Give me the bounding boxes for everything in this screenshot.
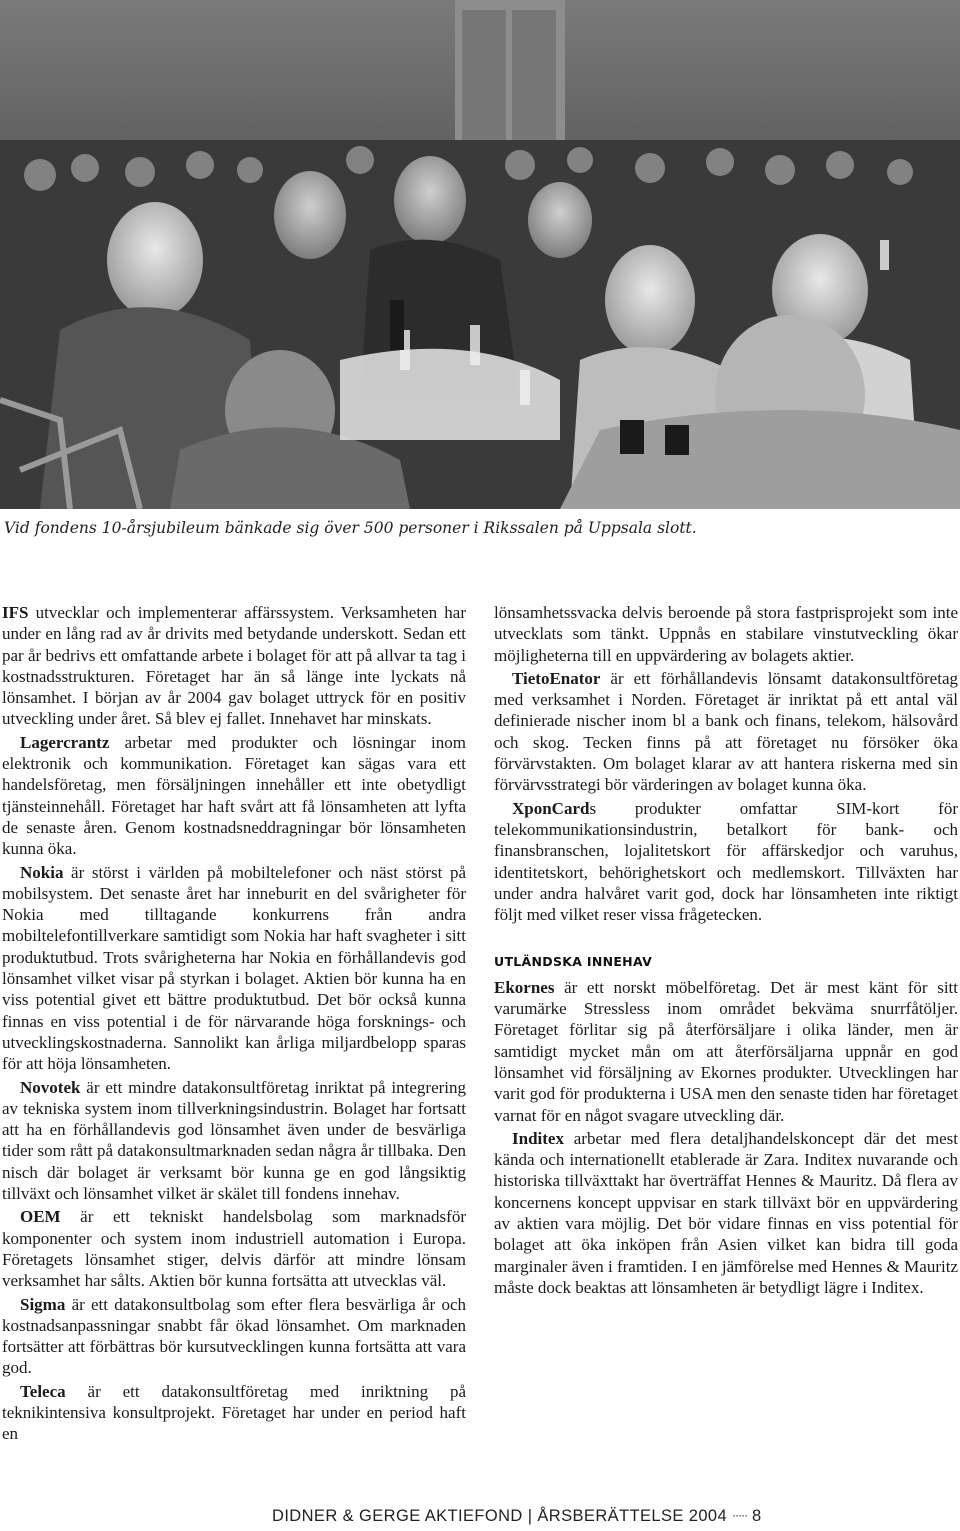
right-column [494, 602, 958, 1300]
footer-dots: ····· [732, 1508, 748, 1522]
paragraph-teleca [2, 1381, 466, 1445]
paragraph-ekornes [494, 977, 958, 1126]
company-name: Nokia [20, 862, 64, 882]
company-name: XponCard [512, 798, 590, 818]
paragraph-text: är ett mindre datakonsultföretag inriktat på integrering av tekniska system inom tillverkningsindustrin. Bolaget har fortsatt att ha en förhållandevis god lönsamhet även under de besvärliga tider som rått på datakonsultmarknaden sedan några år tillbaka. Den nisch där bolaget är verksamt bör kunna ge en god långsiktig tillväxt och lönsamhet vilket är skälet till fondens innehav. [2, 1077, 466, 1204]
paragraph-text: är ett datakonsultbolag som efter flera besvärliga år och kostnadsanpassningar snabbt får ökad lönsamhet. Om marknaden fortsätter att förbättras bör kursutvecklingen kunna fortsätta att vara god. [2, 1294, 466, 1378]
paragraph-oem [2, 1206, 466, 1291]
paragraph-ifs [2, 602, 466, 730]
company-name: Sigma [20, 1294, 66, 1314]
paragraph-text: arbetar med flera detaljhandelskoncept där det mest kända och internationellt etablerade är Zara. Inditex nuvarande och historiska tillväxttakt har överträffat Hennes & Mauritz. Då flera av koncernens koncept uppvisar en stark tillväxt bör en uppvärdering av aktien vara möjlig. Det bör vidare finnas en viss potential för bolaget att öka inköpen från Asien vilket kan bidra till goda marginaler även i framtiden. I en jämförelse med Hennes & Mauritz måste dock beaktas att lönsamheten är betydligt lägre i Inditex. [494, 1128, 958, 1297]
company-name: OEM [20, 1207, 61, 1227]
paragraph-text: är störst i världen på mobiltelefoner och näst störst på mobilsystem. Det senaste året har inneburit en del svårigheter för Nokia med tilltagande konkurrens från andra mobiltelefontillverkare samtidigt som Nokia har haft svagheter i sitt produktutbud. Trots svårigheterna har Nokia en förhållandevis god lönsamhet vilket visar på styrkan i bolaget. Aktien bör kunna ha en viss potential givet ett bättre produktutbud. Det bör också kunna finnas en viss potential i de för närvarande höga forsknings- och utvecklingskostnaderna. Sannolikt kan årliga miljardbelopp sparas för att höja lönsamheten. [2, 862, 466, 1074]
company-name: TietoEnator [512, 668, 601, 688]
section-heading: UTLÄNDSKA INNEHAV [494, 954, 653, 970]
company-name: Lagercrantz [20, 732, 110, 752]
footer-org: DIDNER & GERGE AKTIEFOND [272, 1507, 523, 1525]
company-name: Teleca [20, 1381, 66, 1401]
paragraph-text: utvecklar och implementerar affärssystem. Verksamheten har under en lång rad av år drivits med betydande underskott. Sedan ett par år bedrivs ett omfattande arbete i bolaget för att på allvar ta tag i kostnadsstrukturen. Företaget har än så länge inte lyckats nå lönsamhet. I början av år 2004 gav bolaget uttryck för en positiv utveckling under året. Så blev ej fallet. Innehavet har minskats. [2, 603, 466, 729]
paragraph-continued: lönsamhetssvacka delvis beroende på stora fastprisprojekt som inte utvecklats som tänkt. Uppnås en stabilare vinstutveckling ökar möjligheterna till en uppvärdering av bolagets aktier. [494, 603, 958, 665]
left-column [2, 602, 466, 1447]
company-name: IFS [2, 603, 29, 622]
paragraph-nokia [2, 862, 466, 1075]
paragraph-text: är ett datakonsultföretag med inriktning på teknikintensiva konsultprojekt. Företaget har under en period haft en [2, 1381, 466, 1444]
paragraph-text: är ett norskt möbelföretag. Det är mest känt för sitt varumärke Stressless inom området bekväma snurrfåtöljer. Företaget förlitar sig på återförsäljare i olika länder, men är samtidigt mycket mån om att återförsäljarna uppnår en god lönsamhet vid försäljning av Ekornes produkter. Utvecklingen har varit god för produkterna i USA men den senaste tiden har företaget varnat för en något svagare utveckling där. [494, 977, 958, 1125]
paragraph-xponcard [494, 798, 958, 926]
paragraph-text: är ett förhållandevis lönsamt datakonsultföretag med verksamhet i Norden. Företaget är inriktat på ett antal väl definierade nischer inom bl a bank och finans, telekom, hälsovård och skog. Tecken finns på att företaget nu försöker öka förvärvstakten. Om bolaget klarar av att hantera riskerna med sin förvärvsstrategi bör värderingen av bolaget kunna öka. [494, 668, 958, 795]
paragraph-novotek [2, 1077, 466, 1205]
banquet-hall-photo-icon [0, 0, 960, 509]
company-name: Ekornes [494, 977, 555, 997]
banquet-photo [0, 0, 960, 509]
footer-separator: | [527, 1507, 533, 1525]
paragraph-lagercrantz [2, 732, 466, 860]
paragraph-tietoenator [494, 668, 958, 796]
paragraph-sigma [2, 1294, 466, 1379]
page-footer [272, 1507, 762, 1526]
page-number: 8 [752, 1507, 762, 1525]
footer-report: ÅRSBERÄTTELSE 2004 [537, 1507, 728, 1525]
company-name: Inditex [512, 1128, 564, 1148]
paragraph-text: s produkter omfattar SIM-kort för telekommunikationsindustrin, betalkort för bank- och finansbranschen, lojalitetskort för affärskedjor och varuhus, identitetskort, behörighetskort och medlemskort. Tillväxten har under andra halvåret varit god, dock har lönsamheten inte riktigt följt med vilket reser vissa frågetecken. [494, 798, 958, 925]
company-name: Novotek [20, 1077, 81, 1097]
photo-caption: Vid fondens 10-årsjubileum bänkade sig över 500 personer i Rikssalen på Uppsala slott. [4, 519, 697, 537]
paragraph-text: är ett tekniskt handelsbolag som marknadsför komponenter och system inom industriell automation i Europa. Företagets lönsamhet stiger, delvis därför att mindre lönsam verksamhet har sålts. Aktien bör kunna fortsätta att utvecklas väl. [2, 1207, 466, 1291]
paragraph-text: arbetar med produkter och lösningar inom elektronik och kommunikation. Företaget kan sägas vara ett handelsföretag, men försäljningen innehåller ett inte obetydligt tjänsteinnehåll. Företaget har haft svårt att få lönsamheten att lyfta de senaste åren. Genom kostnadsneddragningar bör lönsamheten kunna öka. [2, 732, 466, 859]
paragraph-inditex [494, 1128, 958, 1298]
